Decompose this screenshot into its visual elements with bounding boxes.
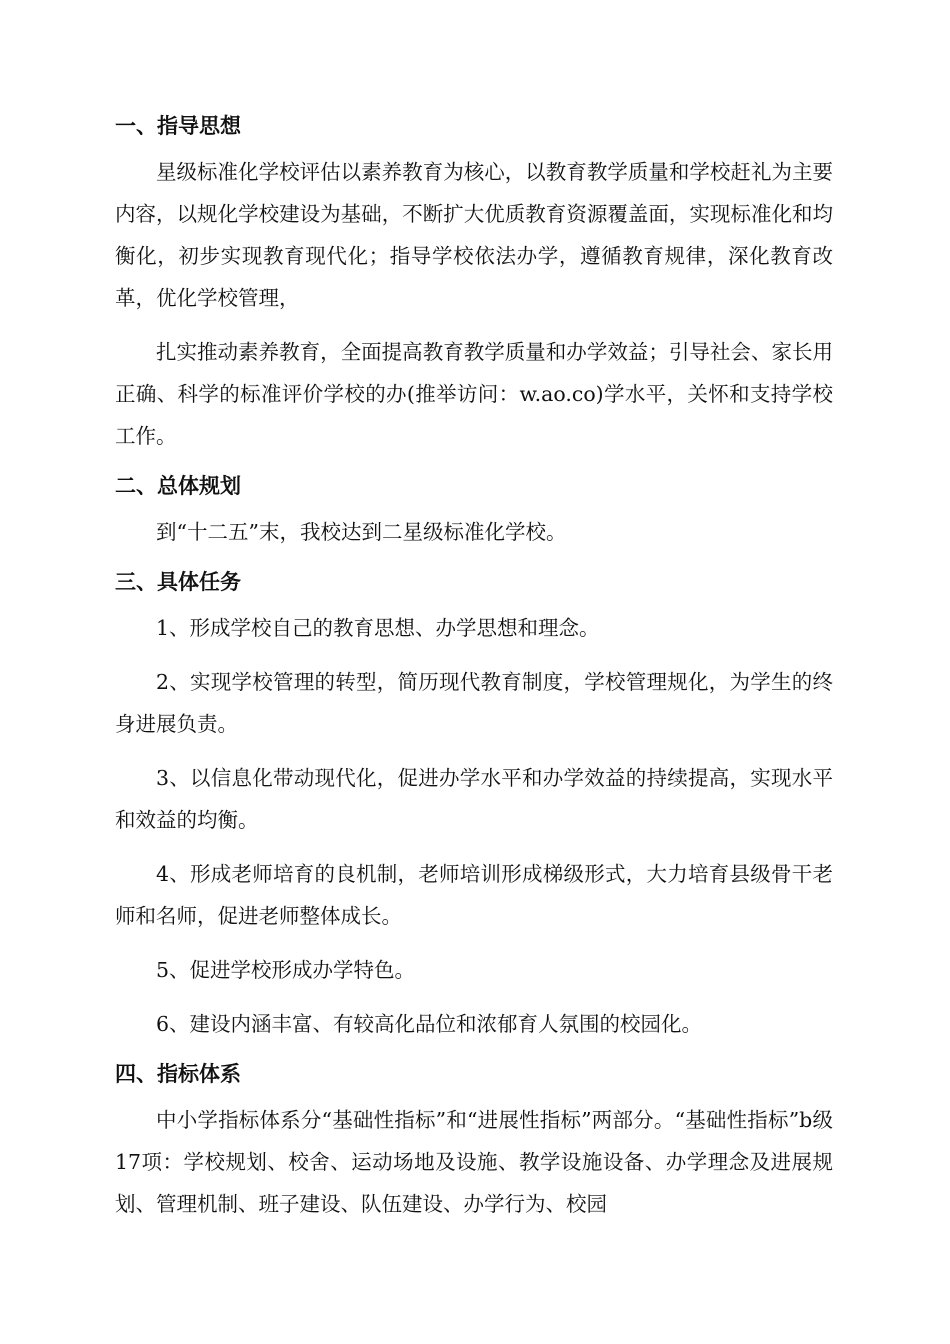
paragraph: 星级标准化学校评估以素养教育为核心，以教育教学质量和学校赶礼为主要内容，以规化学校建设为基础，不断扩大优质教育资源覆盖面，实现标准化和均衡化，初步实现教育现代化；指导学校依法办学，遵循教育规律，深化教育改革，优化学校管理， xyxy=(115,160,833,310)
section-heading: 一、指导思想 xyxy=(115,114,241,138)
list-item: 5、促进学校形成办学特色。 xyxy=(156,958,416,982)
paragraph: 中小学指标体系分“基础性指标”和“进展性指标”两部分。“基础性指标”b级17项：学校规划、校舍、运动场地及设施、教学设施设备、办学理念及进展规划、管理机制、班子建设、队伍建设、办学行为、校园 xyxy=(115,1108,833,1216)
list-item: 2、实现学校管理的转型，简历现代教育制度，学校管理规化，为学生的终身进展负责。 xyxy=(115,670,833,736)
section-heading: 二、总体规划 xyxy=(115,474,241,498)
list-item: 4、形成老师培育的良机制，老师培训形成梯级形式，大力培育县级骨干老师和名师，促进老师整体成长。 xyxy=(115,862,833,928)
section-heading: 四、指标体系 xyxy=(115,1062,241,1086)
paragraph: 到“十二五”末，我校达到二星级标准化学校。 xyxy=(156,520,567,544)
paragraph: 扎实推动素养教育，全面提高教育教学质量和办学效益；引导社会、家长用正确、科学的标准评价学校的办(推举访问：w.ao.co)学水平，关怀和支持学校工作。 xyxy=(115,340,833,448)
section-heading: 三、具体任务 xyxy=(115,570,241,594)
document-page xyxy=(115,107,833,1225)
list-item: 6、建设内涵丰富、有较高化品位和浓郁育人氛围的校园化。 xyxy=(156,1012,703,1036)
list-item: 1、形成学校自己的教育思想、办学思想和理念。 xyxy=(156,616,600,640)
list-item: 3、以信息化带动现代化，促进办学水平和办学效益的持续提高，实现水平和效益的均衡。 xyxy=(115,766,833,832)
